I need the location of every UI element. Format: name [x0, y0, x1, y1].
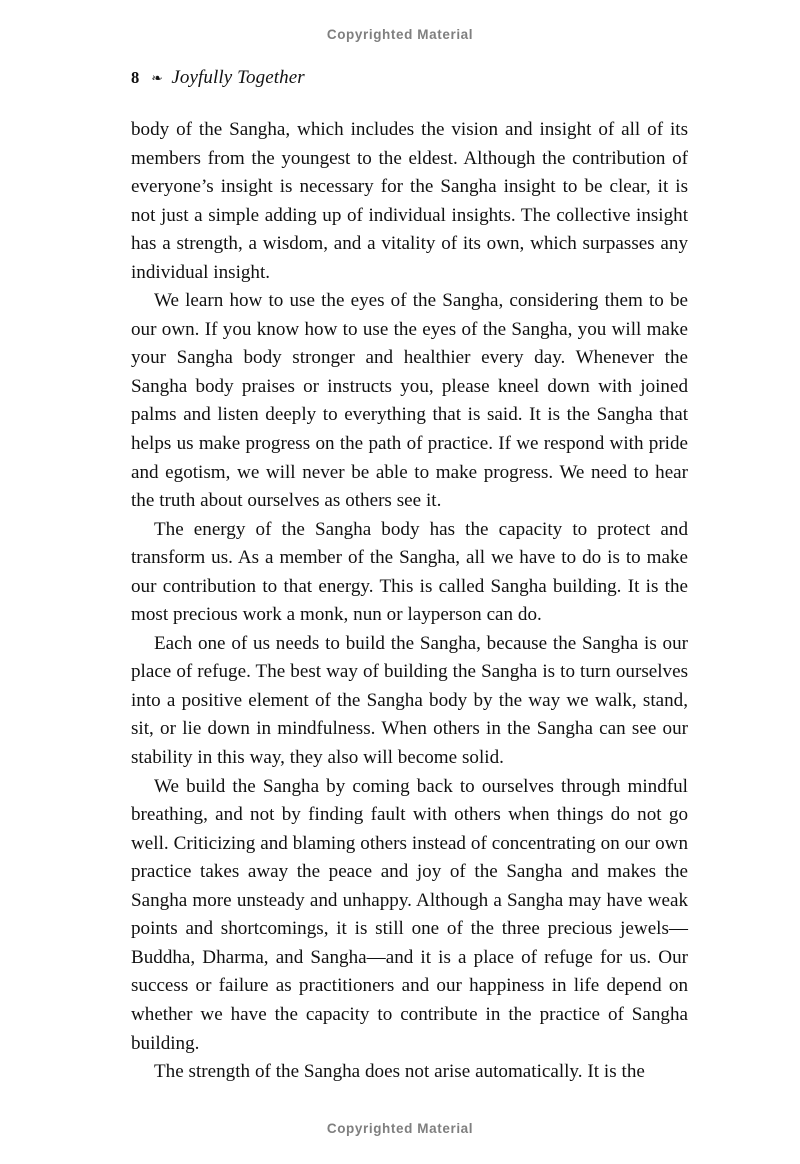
paragraph: The strength of the Sangha does not arise automatically. It is the — [154, 1061, 645, 1083]
body-text-block — [131, 116, 688, 1087]
paragraph: We build the Sangha by coming back to ourselves through mindful breathing, and not by finding fault with others when things do not go well. Criticizing and blaming others instead of concentrating on our own practice takes away the peace and joy of the Sangha and makes the Sangha more unsteady and unhappy. Although a Sangha may have weak points and shortcomings, it is still one of the three precious jewels—Buddha, Dharma, and Sangha—and it is a place of refuge for us. Our success or failure as practitioners and our happiness in life depend on whether we have the capacity to contribute in the practice of Sangha building. — [131, 775, 688, 1054]
floral-ornament-icon: ❧ — [151, 71, 164, 85]
book-title: Joyfully Together — [171, 67, 305, 88]
copyright-watermark-bottom: Copyrighted Material — [326, 1121, 474, 1136]
paragraph: We learn how to use the eyes of the Sangha, considering them to be our own. If you know how to use the eyes of the Sangha, you will make your Sangha body stronger and healthier every day. Whenever the Sangha body praises or instructs you, please kneel down with joined palms and listen deeply to everything that is said. It is the Sangha that helps us make progress on the path of practice. If we respond with pride and egotism, we will never be able to make progress. We need to hear the truth about ourselves as others see it. — [131, 290, 688, 512]
copyright-watermark-top: Copyrighted Material — [326, 27, 474, 42]
paragraph: The energy of the Sangha body has the capacity to protect and transform us. As a member of the Sangha, all we have to do is to make our contribution to that energy. This is called Sangha building. It is the most precious work a monk, nun or layperson can do. — [131, 518, 688, 626]
page-number: 8 — [131, 68, 140, 87]
paragraph: Each one of us needs to build the Sangha, because the Sangha is our place of refuge. The best way of building the Sangha is to turn ourselves into a positive element of the Sangha body by the way we walk, stand, sit, or lie down in mindfulness. When others in the Sangha can see our stability in this way, they also will become solid. — [131, 632, 688, 769]
paragraph: body of the Sangha, which includes the vision and insight of all of its members from the youngest to the eldest. Although the contribution of everyone’s insight is necessary for the Sangha insight to be clear, it is not just a simple adding up of individual insights. The collective insight has a strength, a wisdom, and a vitality of its own, which surpasses any individual insight. — [131, 119, 688, 283]
running-head — [131, 68, 305, 87]
